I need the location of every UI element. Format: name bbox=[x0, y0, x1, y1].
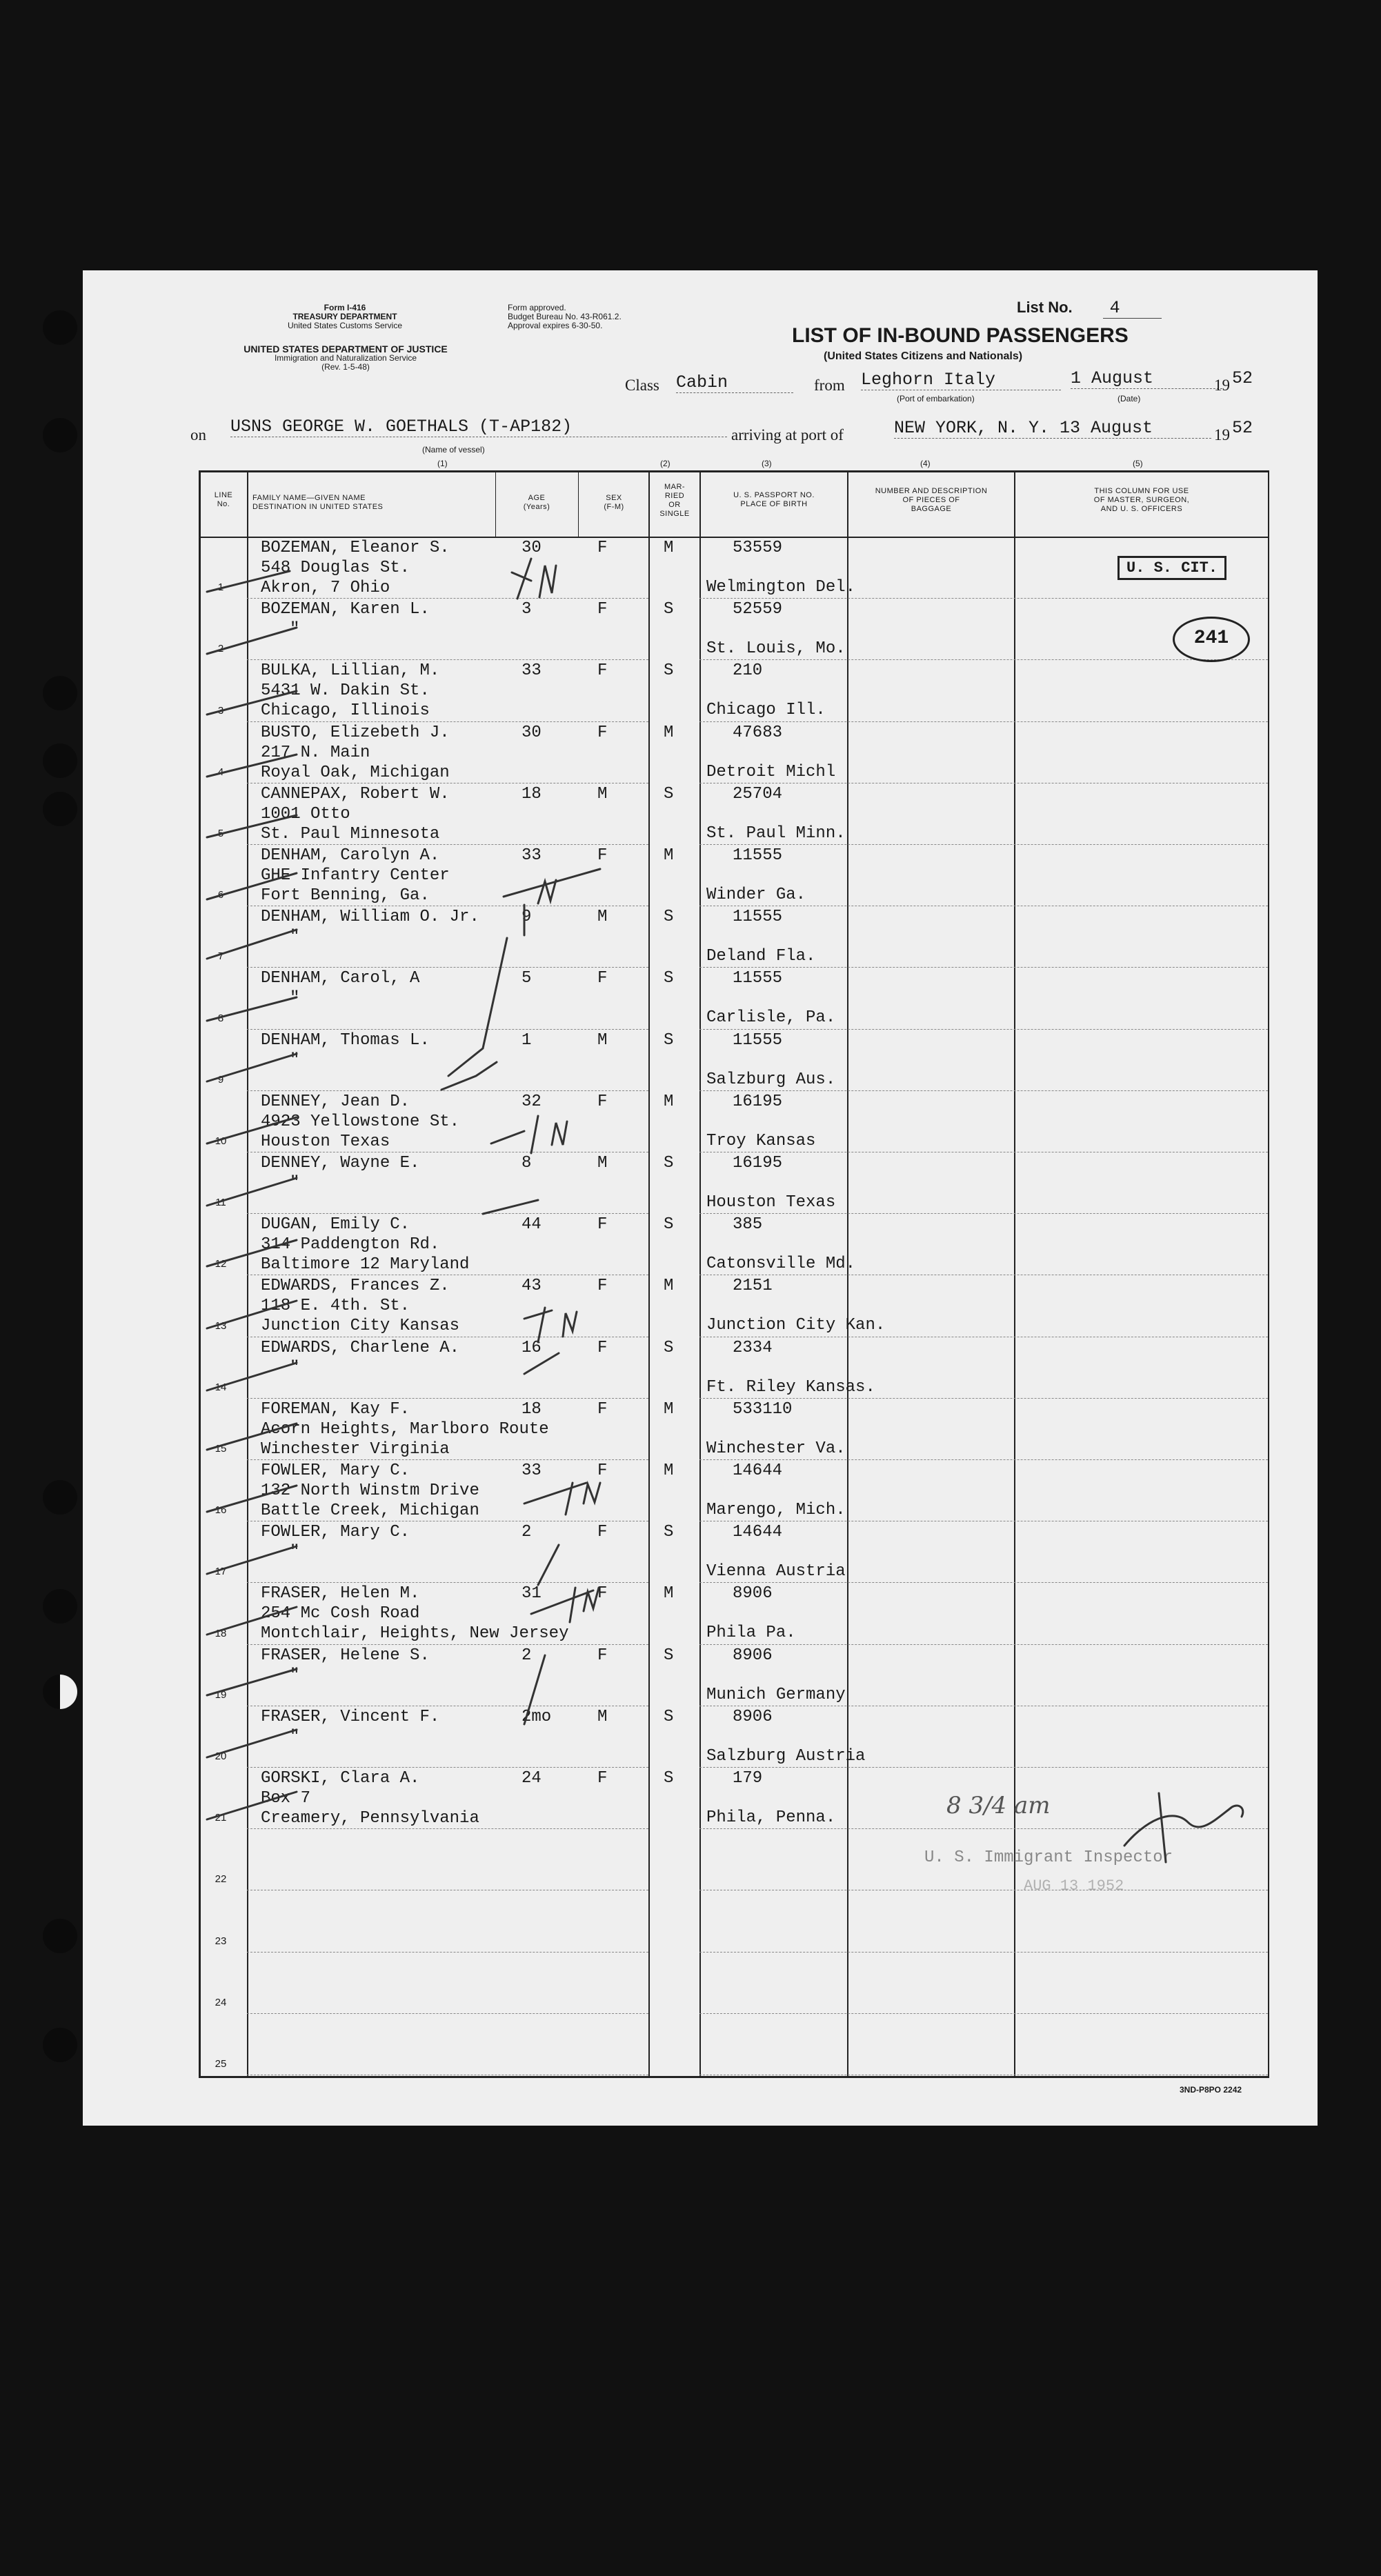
passenger-sex: F bbox=[597, 1338, 608, 1357]
line-number: 22 bbox=[215, 1873, 227, 1886]
departure-date: 1 August bbox=[1071, 368, 1222, 389]
place-of-birth: Winchester Va. bbox=[706, 1439, 846, 1458]
line-number: 15 bbox=[215, 1443, 227, 1455]
destination-address: " bbox=[290, 989, 300, 1008]
destination-address: Box 7 bbox=[261, 1789, 311, 1808]
passenger-age: 33 bbox=[521, 1461, 542, 1480]
revision-label: (Rev. 1-5-48) bbox=[321, 362, 370, 372]
column-number: (3) bbox=[762, 459, 772, 468]
passenger-sex: M bbox=[597, 784, 608, 803]
destination-address: " bbox=[290, 1543, 300, 1562]
line-number: 21 bbox=[215, 1812, 227, 1824]
header-sex: SEX (F-M) bbox=[604, 494, 624, 511]
passport-number: 533110 bbox=[733, 1399, 793, 1419]
passport-number: 53559 bbox=[733, 539, 783, 557]
date-caption: (Date) bbox=[1117, 394, 1141, 403]
citizen-stamp: U. S. CIT. bbox=[1117, 556, 1226, 580]
passenger-age: 18 bbox=[521, 1399, 542, 1419]
destination-address: Houston Texas bbox=[261, 1132, 390, 1151]
passenger-age: 24 bbox=[521, 1769, 542, 1788]
line-number: 4 bbox=[217, 766, 224, 778]
place-of-birth: Carlisle, Pa. bbox=[706, 1008, 836, 1028]
passenger-name: FRASER, Vincent F. bbox=[261, 1707, 440, 1726]
on-label: on bbox=[190, 426, 206, 443]
passenger-age: 18 bbox=[521, 784, 542, 803]
customs-label: United States Customs Service bbox=[287, 321, 403, 330]
passenger-sex: F bbox=[597, 539, 608, 557]
column-number: (1) bbox=[437, 459, 448, 468]
passenger-sex: F bbox=[597, 1646, 608, 1665]
destination-address: Chicago, Illinois bbox=[261, 701, 430, 721]
passenger-sex: M bbox=[597, 1154, 608, 1172]
destination-address: Creamery, Pennsylvania bbox=[261, 1809, 479, 1828]
passport-number: 11555 bbox=[733, 908, 783, 927]
year-suffix: 52 bbox=[1232, 418, 1253, 438]
place-of-birth: St. Paul Minn. bbox=[706, 823, 846, 843]
passenger-age: 32 bbox=[521, 1092, 542, 1111]
marital-status: S bbox=[664, 1215, 674, 1235]
place-of-birth: Detroit Michl bbox=[706, 762, 836, 781]
passenger-age: 43 bbox=[521, 1277, 542, 1296]
destination-address: Fort Benning, Ga. bbox=[261, 886, 430, 905]
arriving-label: arriving at port of bbox=[731, 426, 844, 443]
destination-address: 254 Mc Cosh Road bbox=[261, 1604, 420, 1624]
line-number: 7 bbox=[217, 950, 224, 963]
passport-number: 25704 bbox=[733, 784, 783, 803]
year-suffix: 52 bbox=[1232, 368, 1253, 388]
from-label: from bbox=[814, 377, 845, 394]
destination-address: 314 Paddengton Rd. bbox=[261, 1235, 440, 1255]
place-of-birth: Munich Germany bbox=[706, 1685, 846, 1704]
destination-address: St. Paul Minnesota bbox=[261, 824, 440, 843]
destination-address: Montchlair, Heights, New Jersey bbox=[261, 1624, 569, 1644]
line-number: 8 bbox=[217, 1012, 224, 1024]
passport-number: 8906 bbox=[733, 1646, 773, 1665]
expiry-label: Approval expires 6-30-50. bbox=[508, 321, 603, 330]
header-baggage: NUMBER AND DESCRIPTION OF PIECES OF BAGGAGE bbox=[875, 487, 988, 513]
passenger-name: DUGAN, Emily C. bbox=[261, 1215, 410, 1235]
destination-address: " bbox=[290, 1666, 300, 1685]
marital-status: S bbox=[664, 661, 674, 681]
passenger-sex: F bbox=[597, 1769, 608, 1788]
destination-address: Baltimore 12 Maryland bbox=[261, 1255, 470, 1275]
place-of-birth: Salzburg Austria bbox=[706, 1746, 866, 1766]
passenger-age: 16 bbox=[521, 1338, 542, 1357]
header-officers: THIS COLUMN FOR USE OF MASTER, SURGEON, AND U. S. OFFICERS bbox=[1093, 487, 1190, 513]
place-of-birth: Houston Texas bbox=[706, 1193, 836, 1212]
line-number: 10 bbox=[215, 1135, 227, 1147]
vessel-caption: (Name of vessel) bbox=[422, 445, 485, 455]
passenger-age: 1 bbox=[521, 1030, 532, 1050]
passenger-name: FRASER, Helene S. bbox=[261, 1646, 430, 1665]
passenger-sex: F bbox=[597, 723, 608, 742]
destination-address: " bbox=[290, 1174, 300, 1192]
passenger-age: 2mo bbox=[521, 1707, 552, 1726]
passenger-age: 31 bbox=[521, 1584, 542, 1604]
passenger-name: DENHAM, Carolyn A. bbox=[261, 846, 440, 865]
passenger-sex: F bbox=[597, 1399, 608, 1419]
header-line-no: LINE No. bbox=[214, 491, 233, 508]
line-number: 23 bbox=[215, 1935, 227, 1947]
place-of-birth: Phila Pa. bbox=[706, 1624, 796, 1643]
header-passport: U. S. PASSPORT NO. PLACE OF BIRTH bbox=[733, 491, 815, 508]
marital-status: S bbox=[664, 1338, 674, 1357]
destination-address: Junction City Kansas bbox=[261, 1317, 460, 1336]
line-number: 14 bbox=[215, 1381, 227, 1393]
destination-address: Acorn Heights, Marlboro Route bbox=[261, 1419, 549, 1439]
passport-number: 16195 bbox=[733, 1092, 783, 1111]
destination-address: " bbox=[290, 620, 300, 639]
passenger-name: GORSKI, Clara A. bbox=[261, 1769, 420, 1788]
line-number: 1 bbox=[217, 581, 224, 594]
line-number: 13 bbox=[215, 1319, 227, 1332]
destination-address: Royal Oak, Michigan bbox=[261, 763, 450, 782]
passenger-sex: M bbox=[597, 908, 608, 927]
passport-number: 2334 bbox=[733, 1338, 773, 1357]
place-of-birth: Winder Ga. bbox=[706, 886, 806, 904]
place-of-birth: Welmington Del. bbox=[706, 578, 856, 597]
passport-number: 210 bbox=[733, 661, 763, 681]
destination-address: 1001 Otto bbox=[261, 804, 350, 823]
line-number: 17 bbox=[215, 1566, 227, 1578]
ins-label: Immigration and Naturalization Service bbox=[274, 353, 417, 363]
passenger-age: 8 bbox=[521, 1154, 532, 1172]
line-number: 19 bbox=[215, 1688, 227, 1701]
marital-status: S bbox=[664, 969, 674, 988]
passport-number: 385 bbox=[733, 1215, 763, 1235]
year-prefix: 19 bbox=[1214, 426, 1230, 443]
approval-label: Form approved. bbox=[508, 303, 566, 312]
passenger-age: 2 bbox=[521, 1646, 532, 1665]
marital-status: S bbox=[664, 1769, 674, 1788]
passenger-age: 30 bbox=[521, 723, 542, 742]
place-of-birth: Junction City Kan. bbox=[706, 1316, 886, 1335]
passenger-name: DENHAM, Thomas L. bbox=[261, 1030, 430, 1050]
column-number: (4) bbox=[920, 459, 931, 468]
year-prefix: 19 bbox=[1214, 377, 1230, 394]
header-name: FAMILY NAME—GIVEN NAME DESTINATION IN UNITED STATES bbox=[252, 494, 384, 511]
marital-status: M bbox=[664, 1092, 674, 1111]
header-age: AGE (Years) bbox=[523, 494, 550, 511]
place-of-birth: Vienna Austria bbox=[706, 1562, 846, 1581]
line-number: 2 bbox=[217, 643, 224, 655]
marital-status: S bbox=[664, 1646, 674, 1665]
passenger-name: BULKA, Lillian, M. bbox=[261, 661, 440, 681]
page-title: LIST OF IN-BOUND PASSENGERS bbox=[792, 324, 1129, 347]
justice-label: UNITED STATES DEPARTMENT OF JUSTICE bbox=[244, 343, 448, 355]
passenger-age: 9 bbox=[521, 908, 532, 927]
destination-address: Battle Creek, Michigan bbox=[261, 1501, 479, 1520]
passenger-name: DENHAM, Carol, A bbox=[261, 969, 420, 988]
passenger-sex: F bbox=[597, 1523, 608, 1542]
destination-address: 548 Douglas St. bbox=[261, 559, 410, 577]
place-of-birth: Chicago Ill. bbox=[706, 701, 826, 720]
destination-address: Akron, 7 Ohio bbox=[261, 579, 390, 597]
destination-address: 4923 Yellowstone St. bbox=[261, 1112, 460, 1131]
marital-status: S bbox=[664, 1154, 674, 1172]
marital-status: S bbox=[664, 908, 674, 927]
passenger-sex: F bbox=[597, 1092, 608, 1111]
place-of-birth: Troy Kansas bbox=[706, 1131, 816, 1150]
place-of-birth: Salzburg Aus. bbox=[706, 1070, 836, 1089]
passenger-name: EDWARDS, Charlene A. bbox=[261, 1338, 460, 1357]
passport-number: 47683 bbox=[733, 723, 783, 742]
passenger-sex: F bbox=[597, 1461, 608, 1480]
passport-number: 11555 bbox=[733, 969, 783, 988]
destination-address: " bbox=[290, 1050, 300, 1070]
marital-status: S bbox=[664, 784, 674, 803]
passenger-name: FOWLER, Mary C. bbox=[261, 1461, 410, 1480]
line-number: 24 bbox=[215, 1996, 227, 2008]
destination-address: " bbox=[290, 1727, 300, 1746]
list-value: 4 bbox=[1103, 298, 1162, 319]
destination-address: " bbox=[290, 928, 300, 947]
passenger-name: FOWLER, Mary C. bbox=[261, 1523, 410, 1542]
passenger-name: DENNEY, Jean D. bbox=[261, 1092, 410, 1111]
header-married: MAR- RIED OR SINGLE bbox=[659, 483, 690, 518]
line-number: 5 bbox=[217, 828, 224, 839]
marital-status: M bbox=[664, 1277, 674, 1296]
passenger-age: 5 bbox=[521, 969, 532, 988]
passport-number: 8906 bbox=[733, 1707, 773, 1726]
passenger-sex: F bbox=[597, 600, 608, 619]
passport-number: 14644 bbox=[733, 1461, 783, 1480]
passenger-age: 3 bbox=[521, 600, 532, 619]
list-label: List No. bbox=[1017, 299, 1073, 316]
column-number: (5) bbox=[1133, 459, 1143, 468]
line-number: 6 bbox=[217, 889, 224, 901]
marital-status: M bbox=[664, 1399, 674, 1419]
passenger-sex: F bbox=[597, 1277, 608, 1296]
passenger-age: 33 bbox=[521, 661, 542, 681]
passenger-sex: F bbox=[597, 1215, 608, 1235]
marital-status: M bbox=[664, 1584, 674, 1604]
place-of-birth: Phila, Penna. bbox=[706, 1808, 836, 1827]
passenger-age: 44 bbox=[521, 1215, 542, 1235]
line-number: 11 bbox=[215, 1197, 226, 1209]
passenger-age: 2 bbox=[521, 1523, 532, 1542]
place-of-birth: Marengo, Mich. bbox=[706, 1501, 846, 1519]
passenger-age: 33 bbox=[521, 846, 542, 865]
passenger-sex: F bbox=[597, 1584, 608, 1604]
inspector-stamp: U. S. Immigrant Inspector bbox=[924, 1848, 1173, 1867]
passenger-name: BOZEMAN, Eleanor S. bbox=[261, 539, 450, 557]
marital-status: S bbox=[664, 1030, 674, 1050]
passenger-sex: M bbox=[597, 1030, 608, 1050]
destination-address: Winchester Virginia bbox=[261, 1439, 450, 1459]
passenger-name: BUSTO, Elizebeth J. bbox=[261, 723, 450, 742]
line-number: 12 bbox=[215, 1258, 227, 1270]
print-code: 3ND-P8PO 2242 bbox=[1180, 2085, 1242, 2095]
line-number: 18 bbox=[215, 1627, 227, 1639]
passenger-sex: F bbox=[597, 969, 608, 988]
form-number: Form I-416 bbox=[324, 303, 366, 312]
arrival-port-date: NEW YORK, N. Y. 13 August bbox=[894, 418, 1211, 439]
passport-number: 14644 bbox=[733, 1523, 783, 1542]
marital-status: M bbox=[664, 846, 674, 865]
passenger-name: DENNEY, Wayne E. bbox=[261, 1154, 420, 1172]
passenger-age: 30 bbox=[521, 539, 542, 557]
marital-status: M bbox=[664, 539, 674, 557]
destination-address: " bbox=[290, 1358, 300, 1377]
passenger-name: FRASER, Helen M. bbox=[261, 1584, 420, 1604]
line-number: 20 bbox=[215, 1750, 227, 1762]
embarkation-port: Leghorn Italy bbox=[861, 370, 1061, 390]
marital-status: S bbox=[664, 1707, 674, 1726]
line-number: 3 bbox=[217, 704, 224, 717]
place-of-birth: St. Louis, Mo. bbox=[706, 639, 846, 659]
passport-number: 11555 bbox=[733, 846, 783, 865]
passport-number: 16195 bbox=[733, 1154, 783, 1172]
place-of-birth: Deland Fla. bbox=[706, 947, 816, 966]
passenger-name: CANNEPAX, Robert W. bbox=[261, 784, 450, 803]
passport-number: 52559 bbox=[733, 600, 783, 619]
place-of-birth: Ft. Riley Kansas. bbox=[706, 1377, 875, 1397]
page-number-circle: 241 bbox=[1173, 617, 1250, 662]
inspector-date-stamp: AUG 13 1952 bbox=[1024, 1877, 1124, 1895]
line-number: 9 bbox=[217, 1073, 224, 1086]
destination-address: GHE Infantry Center bbox=[261, 866, 450, 885]
page-subtitle: (United States Citizens and Nationals) bbox=[824, 350, 1023, 362]
marital-status: M bbox=[664, 723, 674, 742]
line-number: 16 bbox=[215, 1504, 227, 1517]
destination-address: 132 North Winstm Drive bbox=[261, 1481, 479, 1500]
passenger-name: EDWARDS, Frances Z. bbox=[261, 1277, 450, 1296]
signature-time-note: 8 3/4 am bbox=[946, 1792, 1051, 1819]
embarkation-caption: (Port of embarkation) bbox=[897, 394, 975, 403]
destination-address: 118 E. 4th. St. bbox=[261, 1297, 410, 1316]
class-label: Class bbox=[625, 377, 659, 394]
passenger-name: FOREMAN, Kay F. bbox=[261, 1399, 410, 1419]
class-value: Cabin bbox=[676, 372, 793, 393]
passenger-sex: M bbox=[597, 1707, 608, 1726]
destination-address: 217 N. Main bbox=[261, 743, 370, 762]
passenger-name: DENHAM, William O. Jr. bbox=[261, 908, 479, 927]
passenger-sex: F bbox=[597, 661, 608, 681]
budget-label: Budget Bureau No. 43-R061.2. bbox=[508, 312, 622, 321]
passport-number: 2151 bbox=[733, 1277, 773, 1296]
passport-number: 11555 bbox=[733, 1030, 783, 1050]
marital-status: S bbox=[664, 1523, 674, 1542]
line-number: 25 bbox=[215, 2058, 227, 2070]
passport-number: 8906 bbox=[733, 1584, 773, 1604]
passenger-name: BOZEMAN, Karen L. bbox=[261, 600, 430, 619]
treasury-label: TREASURY DEPARTMENT bbox=[292, 312, 397, 321]
vessel-name: USNS GEORGE W. GOETHALS (T-AP182) bbox=[230, 417, 727, 437]
marital-status: M bbox=[664, 1461, 674, 1480]
destination-address: 5431 W. Dakin St. bbox=[261, 681, 430, 701]
place-of-birth: Catonsville Md. bbox=[706, 1255, 856, 1274]
marital-status: S bbox=[664, 600, 674, 619]
column-number: (2) bbox=[660, 459, 670, 468]
passenger-sex: F bbox=[597, 846, 608, 865]
passport-number: 179 bbox=[733, 1769, 763, 1788]
